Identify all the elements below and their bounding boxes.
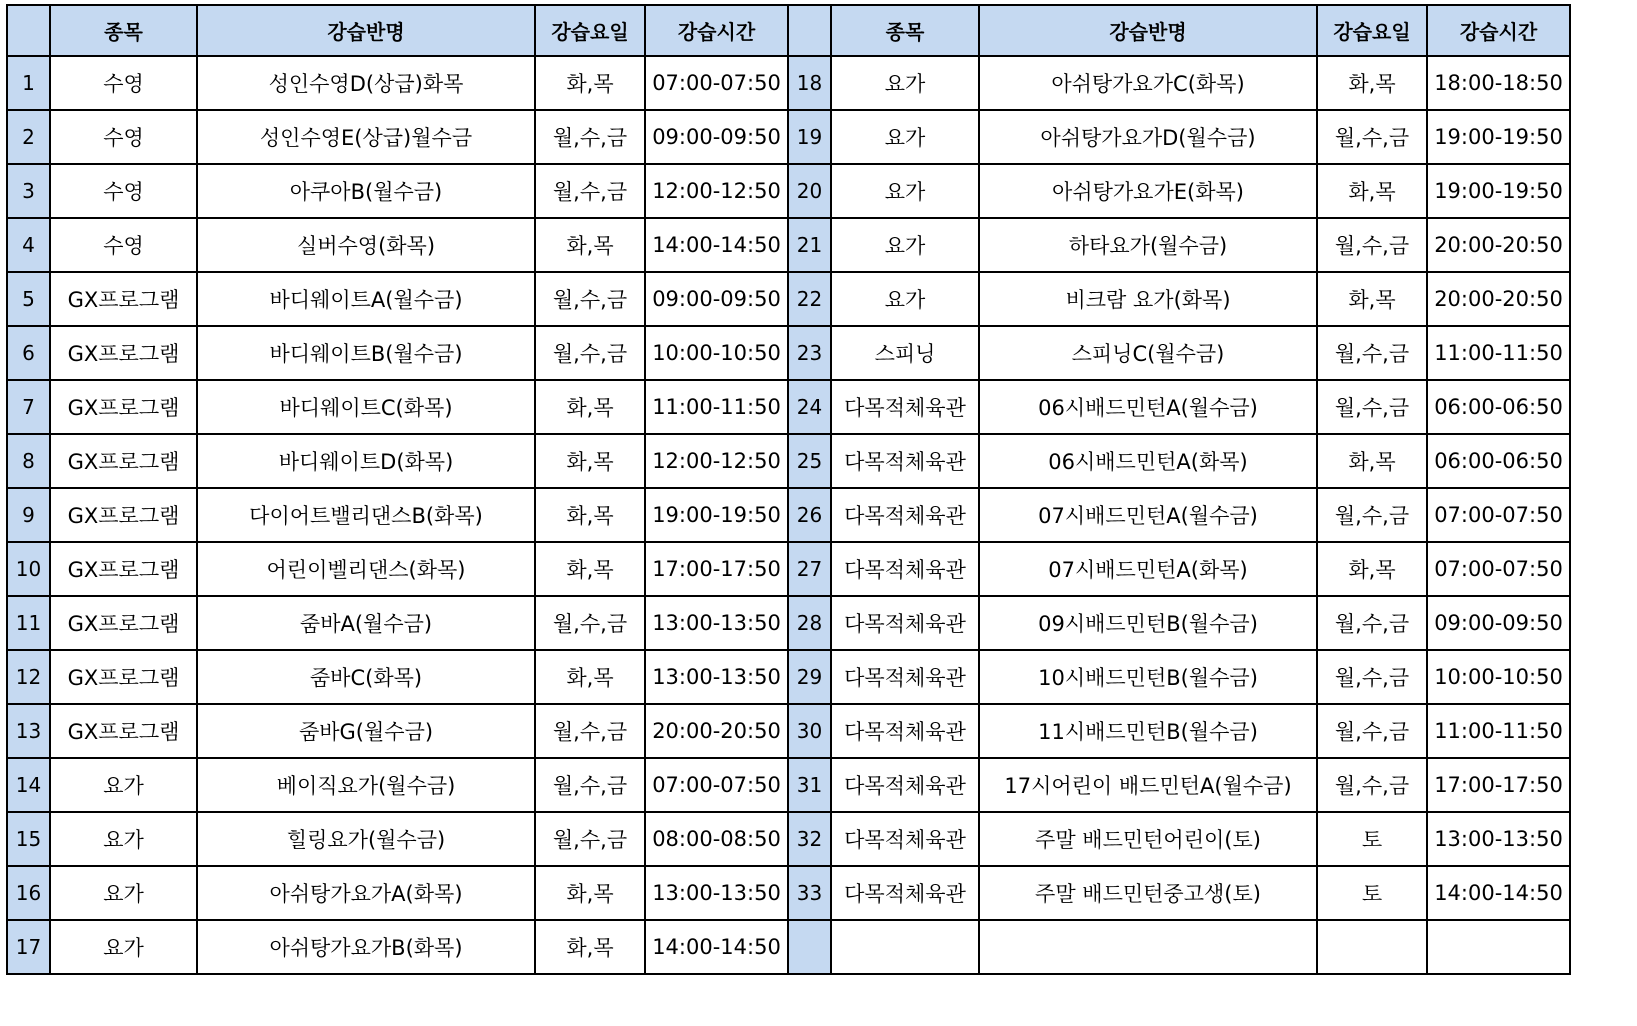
header-row [7, 5, 1570, 56]
right-category-cell: 다목적체육관 [831, 812, 979, 866]
right-time-cell: 06:00-06:50 [1427, 434, 1570, 488]
header-days-left: 강습요일 [535, 5, 645, 56]
left-num-cell: 16 [7, 866, 50, 920]
right-class-name-cell: 17시어린이 배드민턴A(월수금) [979, 758, 1317, 812]
right-category-cell: 다목적체육관 [831, 434, 979, 488]
left-category-cell: GX프로그램 [50, 650, 197, 704]
right-days-cell: 토 [1317, 812, 1427, 866]
header-num-right [788, 5, 831, 56]
right-num-cell: 27 [788, 542, 831, 596]
right-class-name-cell [979, 920, 1317, 974]
right-days-cell: 월,수,금 [1317, 650, 1427, 704]
left-num-cell: 2 [7, 110, 50, 164]
left-class-name-cell: 다이어트밸리댄스B(화목) [197, 488, 535, 542]
table-row [7, 704, 1570, 758]
left-num-cell: 17 [7, 920, 50, 974]
right-days-cell: 월,수,금 [1317, 596, 1427, 650]
left-class-name-cell: 아쉬탕가요가A(화목) [197, 866, 535, 920]
right-days-cell: 월,수,금 [1317, 488, 1427, 542]
right-num-cell: 26 [788, 488, 831, 542]
table-row [7, 272, 1570, 326]
right-time-cell: 13:00-13:50 [1427, 812, 1570, 866]
right-class-name-cell: 07시배드민턴A(월수금) [979, 488, 1317, 542]
left-category-cell: GX프로그램 [50, 704, 197, 758]
right-class-name-cell: 10시배드민턴B(월수금) [979, 650, 1317, 704]
right-days-cell: 화,목 [1317, 164, 1427, 218]
header-class-name-right: 강습반명 [979, 5, 1317, 56]
right-days-cell: 월,수,금 [1317, 704, 1427, 758]
right-time-cell: 07:00-07:50 [1427, 488, 1570, 542]
left-time-cell: 10:00-10:50 [645, 326, 788, 380]
header-category-left: 종목 [50, 5, 197, 56]
schedule-body [7, 56, 1570, 974]
table-row [7, 812, 1570, 866]
left-time-cell: 11:00-11:50 [645, 380, 788, 434]
right-class-name-cell: 06시배드민턴A(월수금) [979, 380, 1317, 434]
left-days-cell: 화,목 [535, 650, 645, 704]
right-class-name-cell: 스피닝C(월수금) [979, 326, 1317, 380]
right-num-cell: 28 [788, 596, 831, 650]
right-days-cell: 화,목 [1317, 434, 1427, 488]
left-time-cell: 07:00-07:50 [645, 56, 788, 110]
left-days-cell: 월,수,금 [535, 596, 645, 650]
right-days-cell: 화,목 [1317, 56, 1427, 110]
left-category-cell: GX프로그램 [50, 380, 197, 434]
left-num-cell: 7 [7, 380, 50, 434]
table-row [7, 866, 1570, 920]
header-class-name-left: 강습반명 [197, 5, 535, 56]
right-time-cell [1427, 920, 1570, 974]
table-row [7, 596, 1570, 650]
right-category-cell: 스피닝 [831, 326, 979, 380]
right-num-cell: 25 [788, 434, 831, 488]
table-row [7, 110, 1570, 164]
right-days-cell: 월,수,금 [1317, 218, 1427, 272]
right-class-name-cell: 아쉬탕가요가D(월수금) [979, 110, 1317, 164]
left-time-cell: 12:00-12:50 [645, 164, 788, 218]
left-class-name-cell: 성인수영E(상급)월수금 [197, 110, 535, 164]
right-category-cell: 다목적체육관 [831, 380, 979, 434]
table-row [7, 380, 1570, 434]
left-days-cell: 월,수,금 [535, 110, 645, 164]
header-num-left [7, 5, 50, 56]
left-days-cell: 화,목 [535, 488, 645, 542]
left-days-cell: 월,수,금 [535, 326, 645, 380]
left-days-cell: 화,목 [535, 218, 645, 272]
class-schedule-table [6, 4, 1571, 975]
right-class-name-cell: 09시배드민턴B(월수금) [979, 596, 1317, 650]
right-class-name-cell: 비크람 요가(화목) [979, 272, 1317, 326]
left-time-cell: 19:00-19:50 [645, 488, 788, 542]
right-time-cell: 11:00-11:50 [1427, 704, 1570, 758]
right-category-cell: 요가 [831, 56, 979, 110]
left-category-cell: GX프로그램 [50, 326, 197, 380]
right-class-name-cell: 06시배드민턴A(화목) [979, 434, 1317, 488]
left-class-name-cell: 줌바G(월수금) [197, 704, 535, 758]
left-class-name-cell: 힐링요가(월수금) [197, 812, 535, 866]
left-days-cell: 월,수,금 [535, 758, 645, 812]
table-row [7, 542, 1570, 596]
right-category-cell: 다목적체육관 [831, 650, 979, 704]
right-time-cell: 18:00-18:50 [1427, 56, 1570, 110]
left-category-cell: 수영 [50, 110, 197, 164]
left-category-cell: GX프로그램 [50, 272, 197, 326]
right-category-cell [831, 920, 979, 974]
left-class-name-cell: 줌바C(화목) [197, 650, 535, 704]
left-time-cell: 09:00-09:50 [645, 110, 788, 164]
left-days-cell: 월,수,금 [535, 812, 645, 866]
right-category-cell: 요가 [831, 164, 979, 218]
right-time-cell: 19:00-19:50 [1427, 164, 1570, 218]
table-row [7, 488, 1570, 542]
left-days-cell: 월,수,금 [535, 704, 645, 758]
right-num-cell: 19 [788, 110, 831, 164]
right-time-cell: 07:00-07:50 [1427, 542, 1570, 596]
table-row [7, 758, 1570, 812]
right-category-cell: 다목적체육관 [831, 542, 979, 596]
right-category-cell: 다목적체육관 [831, 758, 979, 812]
left-class-name-cell: 바디웨이트A(월수금) [197, 272, 535, 326]
right-class-name-cell: 주말 배드민턴어린이(토) [979, 812, 1317, 866]
right-time-cell: 14:00-14:50 [1427, 866, 1570, 920]
right-category-cell: 다목적체육관 [831, 596, 979, 650]
header-days-right: 강습요일 [1317, 5, 1427, 56]
left-category-cell: GX프로그램 [50, 434, 197, 488]
table-row [7, 56, 1570, 110]
right-time-cell: 11:00-11:50 [1427, 326, 1570, 380]
left-num-cell: 9 [7, 488, 50, 542]
left-days-cell: 화,목 [535, 542, 645, 596]
left-num-cell: 15 [7, 812, 50, 866]
right-time-cell: 17:00-17:50 [1427, 758, 1570, 812]
right-num-cell [788, 920, 831, 974]
left-time-cell: 14:00-14:50 [645, 920, 788, 974]
right-num-cell: 24 [788, 380, 831, 434]
right-num-cell: 23 [788, 326, 831, 380]
left-days-cell: 화,목 [535, 56, 645, 110]
left-category-cell: 수영 [50, 218, 197, 272]
left-category-cell: GX프로그램 [50, 596, 197, 650]
right-num-cell: 18 [788, 56, 831, 110]
right-days-cell: 월,수,금 [1317, 758, 1427, 812]
left-category-cell: 수영 [50, 164, 197, 218]
right-category-cell: 다목적체육관 [831, 704, 979, 758]
left-days-cell: 화,목 [535, 866, 645, 920]
right-class-name-cell: 11시배드민턴B(월수금) [979, 704, 1317, 758]
left-category-cell: 요가 [50, 812, 197, 866]
left-days-cell: 화,목 [535, 434, 645, 488]
left-time-cell: 14:00-14:50 [645, 218, 788, 272]
right-days-cell: 월,수,금 [1317, 110, 1427, 164]
left-days-cell: 화,목 [535, 920, 645, 974]
left-num-cell: 3 [7, 164, 50, 218]
right-class-name-cell: 아쉬탕가요가E(화목) [979, 164, 1317, 218]
left-time-cell: 08:00-08:50 [645, 812, 788, 866]
table-row [7, 326, 1570, 380]
left-class-name-cell: 바디웨이트B(월수금) [197, 326, 535, 380]
right-category-cell: 요가 [831, 110, 979, 164]
left-class-name-cell: 베이직요가(월수금) [197, 758, 535, 812]
left-time-cell: 09:00-09:50 [645, 272, 788, 326]
left-num-cell: 1 [7, 56, 50, 110]
right-num-cell: 29 [788, 650, 831, 704]
left-class-name-cell: 아쉬탕가요가B(화목) [197, 920, 535, 974]
left-days-cell: 화,목 [535, 380, 645, 434]
right-class-name-cell: 하타요가(월수금) [979, 218, 1317, 272]
right-time-cell: 06:00-06:50 [1427, 380, 1570, 434]
left-time-cell: 07:00-07:50 [645, 758, 788, 812]
left-days-cell: 월,수,금 [535, 164, 645, 218]
left-num-cell: 14 [7, 758, 50, 812]
right-class-name-cell: 07시배드민턴A(화목) [979, 542, 1317, 596]
right-days-cell [1317, 920, 1427, 974]
right-category-cell: 요가 [831, 218, 979, 272]
right-days-cell: 화,목 [1317, 272, 1427, 326]
left-num-cell: 10 [7, 542, 50, 596]
left-class-name-cell: 줌바A(월수금) [197, 596, 535, 650]
left-num-cell: 12 [7, 650, 50, 704]
left-category-cell: GX프로그램 [50, 542, 197, 596]
left-time-cell: 17:00-17:50 [645, 542, 788, 596]
right-class-name-cell: 주말 배드민턴중고생(토) [979, 866, 1317, 920]
table-row [7, 920, 1570, 974]
left-class-name-cell: 어린이벨리댄스(화목) [197, 542, 535, 596]
right-category-cell: 요가 [831, 272, 979, 326]
right-days-cell: 월,수,금 [1317, 380, 1427, 434]
header-time-right: 강습시간 [1427, 5, 1570, 56]
left-num-cell: 4 [7, 218, 50, 272]
left-num-cell: 13 [7, 704, 50, 758]
right-days-cell: 월,수,금 [1317, 326, 1427, 380]
table-row [7, 218, 1570, 272]
left-class-name-cell: 실버수영(화목) [197, 218, 535, 272]
left-category-cell: 요가 [50, 866, 197, 920]
table-row [7, 164, 1570, 218]
table-row [7, 434, 1570, 488]
right-num-cell: 20 [788, 164, 831, 218]
right-time-cell: 20:00-20:50 [1427, 272, 1570, 326]
left-category-cell: 요가 [50, 758, 197, 812]
left-time-cell: 20:00-20:50 [645, 704, 788, 758]
right-category-cell: 다목적체육관 [831, 488, 979, 542]
left-num-cell: 8 [7, 434, 50, 488]
right-time-cell: 19:00-19:50 [1427, 110, 1570, 164]
left-category-cell: 수영 [50, 56, 197, 110]
left-time-cell: 13:00-13:50 [645, 866, 788, 920]
right-days-cell: 화,목 [1317, 542, 1427, 596]
left-num-cell: 6 [7, 326, 50, 380]
left-time-cell: 13:00-13:50 [645, 596, 788, 650]
left-class-name-cell: 바디웨이트C(화목) [197, 380, 535, 434]
left-days-cell: 월,수,금 [535, 272, 645, 326]
right-class-name-cell: 아쉬탕가요가C(화목) [979, 56, 1317, 110]
right-days-cell: 토 [1317, 866, 1427, 920]
left-time-cell: 12:00-12:50 [645, 434, 788, 488]
header-time-left: 강습시간 [645, 5, 788, 56]
right-time-cell: 10:00-10:50 [1427, 650, 1570, 704]
right-num-cell: 21 [788, 218, 831, 272]
left-category-cell: GX프로그램 [50, 488, 197, 542]
left-class-name-cell: 아쿠아B(월수금) [197, 164, 535, 218]
left-class-name-cell: 바디웨이트D(화목) [197, 434, 535, 488]
left-class-name-cell: 성인수영D(상급)화목 [197, 56, 535, 110]
left-num-cell: 11 [7, 596, 50, 650]
right-time-cell: 09:00-09:50 [1427, 596, 1570, 650]
table-row [7, 650, 1570, 704]
left-num-cell: 5 [7, 272, 50, 326]
right-num-cell: 32 [788, 812, 831, 866]
header-category-right: 종목 [831, 5, 979, 56]
right-num-cell: 22 [788, 272, 831, 326]
right-num-cell: 30 [788, 704, 831, 758]
right-num-cell: 33 [788, 866, 831, 920]
left-time-cell: 13:00-13:50 [645, 650, 788, 704]
right-category-cell: 다목적체육관 [831, 866, 979, 920]
right-num-cell: 31 [788, 758, 831, 812]
right-time-cell: 20:00-20:50 [1427, 218, 1570, 272]
left-category-cell: 요가 [50, 920, 197, 974]
